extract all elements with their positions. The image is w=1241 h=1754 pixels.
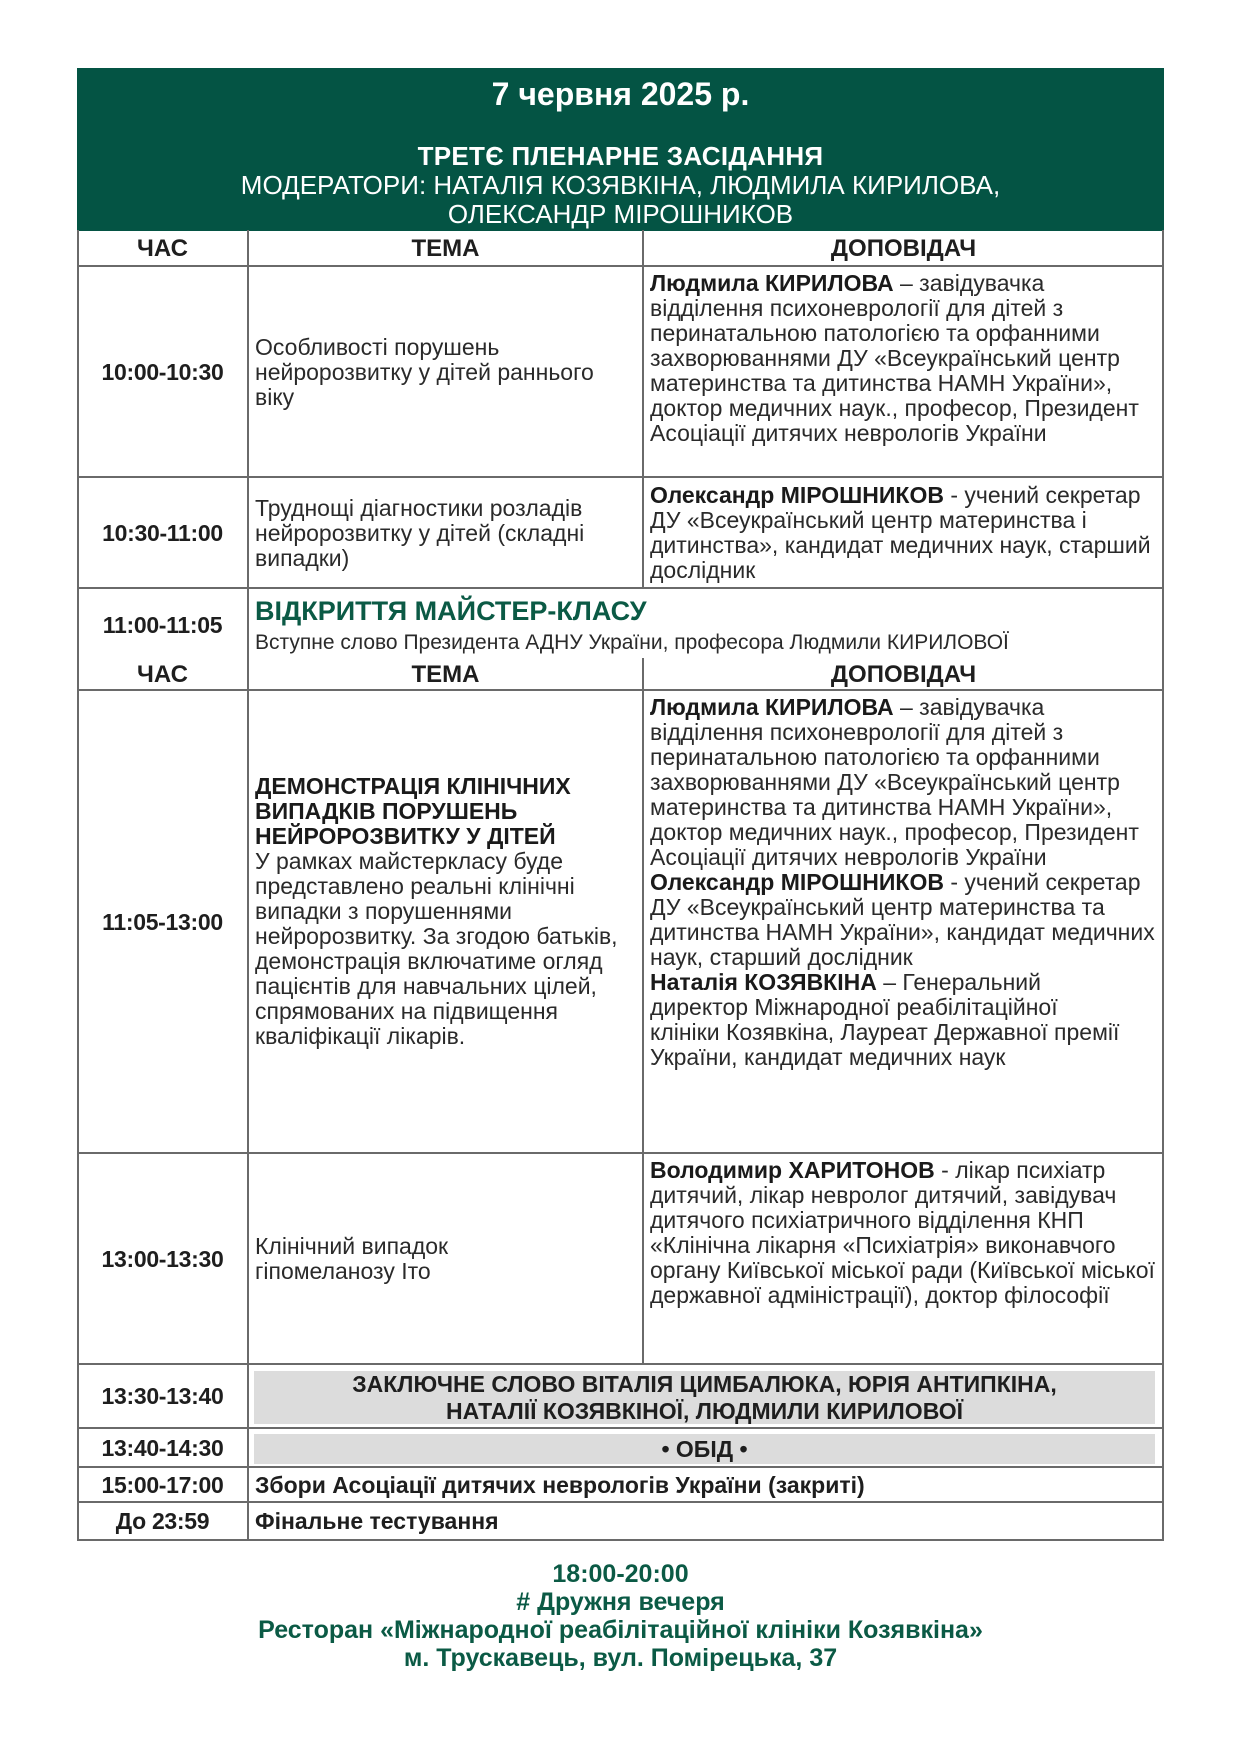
moderators-line-2: ОЛЕКСАНДР МІРОШНИКОВ [447,199,794,229]
session-speakers [643,695,1164,1152]
speaker-description: - лікар психіатр дитячий, лікар невролог дитячий, завідувач дитячого психіатричного відділення КНП «Клінічна лікарня «Психіатрія» виконавчого органу Київської міської ради (Київської міської державної адміністрації), доктор філософії [650,1157,1155,1308]
moderators-line-1: МОДЕРАТОРИ: НАТАЛІЯ КОЗЯВКІНА, ЛЮДМИЛА КИРИЛОВА, [240,170,1001,200]
final-testing: Фінальне тестування [255,1508,499,1534]
session-time: 10:30-11:00 [102,519,223,546]
column-header-speaker: ДОПОВІДАЧ [830,661,977,688]
column-header-time: ЧАС [137,235,188,262]
day-header [77,68,1164,231]
session-topic [248,691,643,1131]
speaker-description: - учений секретар ДУ «Всеукраїнський центр материнства та дитинства НАМН України», кандидат медичних наук, старший дослідник [650,869,1155,970]
column-header-speaker: ДОПОВІДАЧ [830,235,977,262]
session-time: 13:00-13:30 [101,1245,224,1272]
evening-title: # Дружня вечеря [516,1588,725,1616]
session-topic: Труднощі діагностики розладів нейророзвитку у дітей (складні випадки) [255,494,585,571]
session-time: 13:40-14:30 [101,1434,224,1461]
moderators [77,171,1164,229]
session-time: 11:05-13:00 [102,908,223,935]
column-header-topic: ТЕМА [411,661,480,688]
speaker-name: Олександр МІРОШНИКОВ [650,869,944,895]
speaker-description: - учений секретар ДУ «Всеукраїнський центр материнства і дитинства», кандидат медичних наук, старший дослідник [650,482,1151,583]
session-time: 10:00-10:30 [101,358,224,385]
speaker-name: Людмила КИРИЛОВА [650,270,894,296]
column-header-time: ЧАС [137,661,188,688]
session-topic: Клінічний випадок гіпомеланозу Іто [255,1233,449,1284]
association-meeting: Збори Асоціації дитячих неврологів України (закриті) [255,1471,865,1498]
session-time: 11:00-11:05 [102,611,223,638]
closing-remarks-line-1: ЗАКЛЮЧНЕ СЛОВО ВІТАЛІЯ ЦИМБАЛЮКА, ЮРІЯ АНТИПКІНА, [352,1370,1057,1397]
session-time: 13:30-13:40 [101,1383,224,1409]
masterclass-title: ВІДКРИТТЯ МАЙСТЕР-КЛАСУ [255,595,647,626]
speaker-description: – Генеральний директор Міжнародної реабілітаційної клініки Козявкіна, Лауреат Державної премії України, кандидат медичних наук [650,969,1120,1070]
evening-venue: Ресторан «Міжнародної реабілітаційної клініки Козявкіна» [258,1616,983,1644]
session-title: ТРЕТЄ ПЛЕНАРНЕ ЗАСІДАННЯ [417,141,824,171]
closing-remarks-line-2: НАТАЛІЇ КОЗЯВКІНОЇ, ЛЮДМИЛИ КИРИЛОВОЇ [446,1397,963,1424]
closing-remarks [254,1371,1155,1424]
evening-event [77,1560,1164,1672]
speaker-description: – завідувачка відділення психоневрології для дітей з перинатальною патологією та орфанними захворюваннями ДУ «Всеукраїнський центр материнства та дитинства НАМН України», доктор медичних наук., професор, Президент Асоціації дитячих неврологів України [650,270,1139,446]
speaker-name: Олександр МІРОШНИКОВ [650,482,944,508]
session-speakers [643,483,1164,587]
evening-time: 18:00-20:00 [552,1560,689,1588]
evening-address: м. Трускавець, вул. Помірецька, 37 [403,1644,838,1672]
session-topic: Особливості порушень нейророзвитку у дітей раннього віку [255,333,594,410]
speaker-description: – завідувачка відділення психоневрології для дітей з перинатальною патологією та орфанними захворюваннями ДУ «Всеукраїнський центр материнства та дитинства НАМН України», доктор медичних наук., професор, Президент Асоціації дитячих неврологів України [650,694,1139,870]
speaker-name: Наталія КОЗЯВКІНА [650,969,877,995]
speaker-name: Людмила КИРИЛОВА [650,694,894,720]
session-time: До 23:59 [115,1508,210,1534]
speaker-name: Володимир ХАРИТОНОВ [650,1157,935,1183]
masterclass-topic-description: У рамках майстеркласу буде представлено реальні клінічні випадки з порушеннями нейророзвитку. За згодою батьків, демонстрація включатиме огляд пацієнтів для навчальних цілей, спрямованих на підвищення кваліфікації лікарів. [255,847,618,1049]
session-speakers [643,1158,1164,1363]
session-time: 15:00-17:00 [101,1471,224,1498]
masterclass-topic-title: ДЕМОНСТРАЦІЯ КЛІНІЧНИХ ВИПАДКІВ ПОРУШЕНЬ НЕЙРОРОЗВИТКУ У ДІТЕЙ [255,772,571,849]
column-header-topic: ТЕМА [411,235,480,262]
session-speakers [643,271,1164,476]
lunch-break: • ОБІД • [254,1434,1155,1464]
day-date: 7 червня 2025 р. [491,76,750,112]
masterclass-intro: Вступне слово Президента АДНУ України, професора Людмили КИРИЛОВОЇ [255,631,1009,654]
